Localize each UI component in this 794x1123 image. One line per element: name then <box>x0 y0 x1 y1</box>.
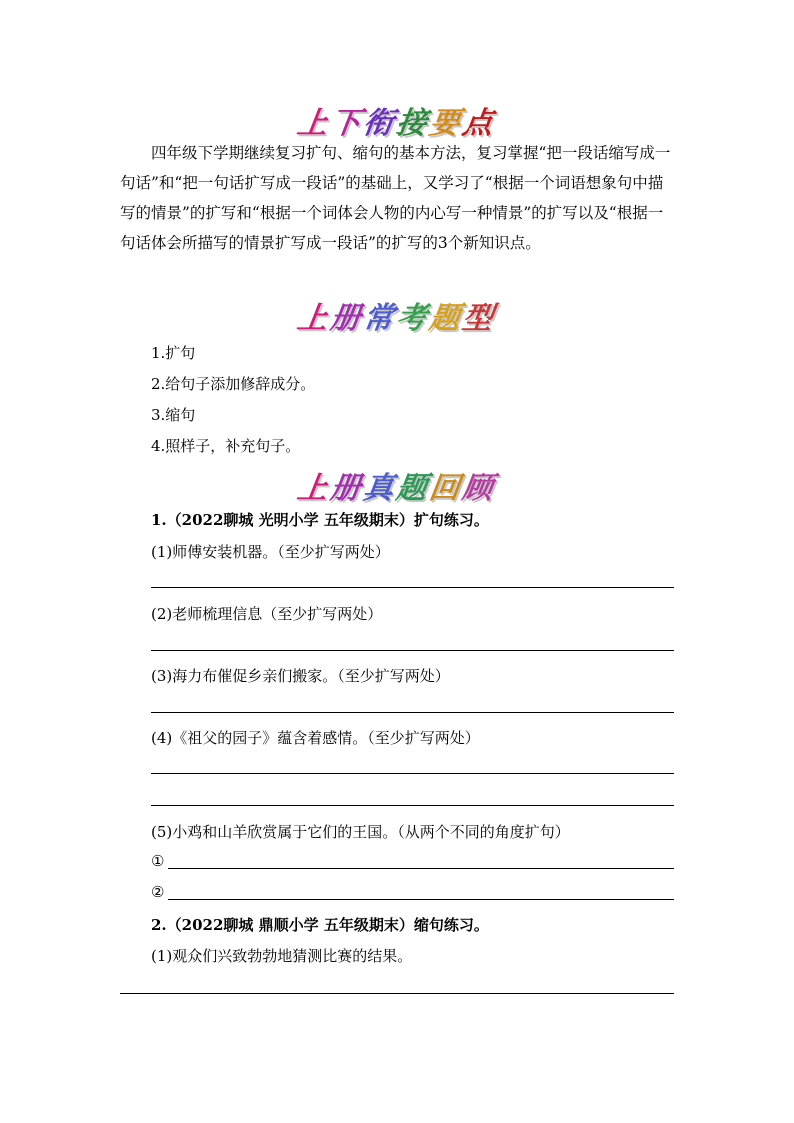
type-item: 2.给句子添加修辞成分。 <box>151 375 316 393</box>
answer-line <box>120 993 674 994</box>
title-char: 回 <box>427 471 465 506</box>
question-2-heading: 2.（2022聊城 鼎顺小学 五年级期末）缩句练习。 <box>151 916 489 934</box>
type-item: 1.扩句 <box>151 344 196 362</box>
title-char: 真 <box>361 471 399 506</box>
type-item: 4.照样子，补充句子。 <box>151 437 301 455</box>
title-char: 册 <box>328 471 366 506</box>
question-1-item-4: (4)《祖父的园子》蕴含着感情。（至少扩写两处） <box>151 729 480 747</box>
answer-line <box>168 899 674 900</box>
title-char: 顾 <box>460 471 498 506</box>
question-1-item-1: (1)师傅安装机器。（至少扩写两处） <box>151 543 390 561</box>
title-char: 题 <box>394 471 432 506</box>
title-char: 上 <box>295 471 333 506</box>
question-1-item-5: (5)小鸡和山羊欣赏属于它们的王国。（从两个不同的角度扩句） <box>151 823 570 841</box>
title-char: 上 <box>295 301 333 336</box>
title-char: 型 <box>460 301 498 336</box>
title-char: 上 <box>295 106 333 141</box>
title-char: 衔 <box>361 106 399 141</box>
title-char: 册 <box>328 301 366 336</box>
title-review <box>0 463 794 507</box>
question-1-item-2: (2)老师梳理信息（至少扩写两处） <box>151 605 383 623</box>
marker-circled-2: ② <box>151 883 165 901</box>
answer-line <box>151 773 674 774</box>
answer-line <box>151 712 674 713</box>
question-2-item-1: (1)观众们兴致勃勃地猜测比赛的结果。 <box>151 947 413 965</box>
answer-line <box>151 650 674 651</box>
title-char: 点 <box>460 106 498 141</box>
title-char: 考 <box>394 301 432 336</box>
answer-line <box>168 868 674 869</box>
question-1-item-3: (3)海力布催促乡亲们搬家。（至少扩写两处） <box>151 667 450 685</box>
answer-line <box>151 805 674 806</box>
title-char: 接 <box>394 106 432 141</box>
title-bridge-points <box>0 98 794 142</box>
answer-line <box>151 587 674 588</box>
title-char: 要 <box>427 106 465 141</box>
marker-circled-1: ① <box>151 852 165 870</box>
intro-paragraph: 四年级下学期继续复习扩句、缩句的基本方法，复习掌握“把一段话缩写成一句话”和“把一句话扩写成一段话”的基础上，又学习了“根据一个词语想象句中描写的情景”的扩写和“根据一个词体会人物的内心写一种情景”的扩写以及“根据一句话体会所描写的情景扩写成一段话”的扩写的3个新知识点。 <box>120 144 671 252</box>
type-item: 3.缩句 <box>151 406 196 424</box>
question-1-heading: 1.（2022聊城 光明小学 五年级期末）扩句练习。 <box>151 511 489 529</box>
title-char: 下 <box>328 106 366 141</box>
title-char: 常 <box>361 301 399 336</box>
title-char: 题 <box>427 301 465 336</box>
title-common-types <box>0 293 794 337</box>
